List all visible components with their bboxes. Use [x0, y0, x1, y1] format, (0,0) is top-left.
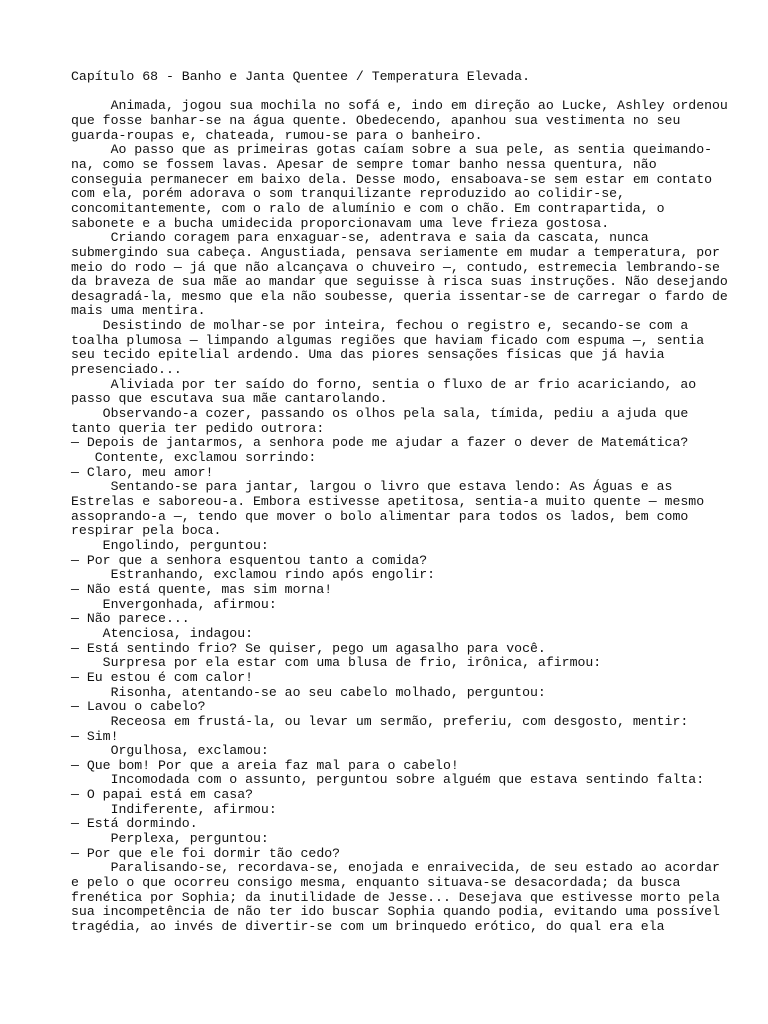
- text-line: — Depois de jantarmos, a senhora pode me ajudar a fazer o dever de Matemática?: [71, 435, 689, 451]
- text-line: guarda-roupas e, chateada, rumou-se para o banheiro.: [71, 127, 483, 143]
- text-line: da braveza de sua mãe ao mandar que seguisse à risca suas instruções. Não desejando: [71, 274, 728, 290]
- text-line: Estranhando, exclamou rindo após engolir:: [71, 567, 436, 583]
- text-line: Orgulhosa, exclamou:: [71, 743, 269, 759]
- text-line: Perplexa, perguntou:: [71, 831, 269, 847]
- text-line: com ela, porém adorava o som tranquilizante reproduzido ao colidir-se,: [71, 186, 625, 202]
- text-line: frenética por Sophia; da inutilidade de Jesse... Desejava que estivesse morto pela: [71, 889, 720, 905]
- text-line: Sentando-se para jantar, largou o livro que estava lendo: As Águas e as: [71, 479, 673, 495]
- text-line: — Que bom! Por que a areia faz mal para o cabelo!: [71, 757, 459, 773]
- text-line: mais uma mentira.: [71, 303, 206, 319]
- text-line: concomitantemente, com o ralo de alumínio e com o chão. Em contrapartida, o: [71, 200, 665, 216]
- text-line: sabonete e a bucha umidecida proporcionavam uma leve frieza gostosa.: [71, 215, 610, 231]
- text-line: — Sim!: [71, 728, 119, 744]
- text-line: Indiferente, afirmou:: [71, 801, 277, 817]
- text-line: meio do rodo — já que não alcançava o chuveiro —, contudo, estremecia lembrando-se: [71, 259, 720, 275]
- text-line: seu tecido epitelial ardendo. Uma das piores sensações físicas que já havia: [71, 347, 665, 363]
- text-line: e pelo o que ocorreu consigo mesma, enquanto situava-se desacordada; da busca: [71, 875, 681, 891]
- text-line: — O papai está em casa?: [71, 787, 254, 803]
- text-line: Contente, exclamou sorrindo:: [71, 450, 317, 466]
- text-line: Ao passo que as primeiras gotas caíam sobre a sua pele, as sentia queimando-: [71, 142, 713, 158]
- text-line: — Por que a senhora esquentou tanto a comida?: [71, 552, 428, 568]
- text-line: tanto queria ter pedido outrora:: [71, 420, 325, 436]
- text-line: presenciado...: [71, 362, 182, 378]
- text-line: Observando-a cozer, passando os olhos pela sala, tímida, pediu a ajuda que: [71, 406, 689, 422]
- text-line: Engolindo, perguntou:: [71, 537, 269, 553]
- text-line: tragédia, ao invés de divertir-se com um brinquedo erótico, do qual era ela: [71, 919, 665, 935]
- text-line: desagradá-la, mesmo que ela não soubesse, queria issentar-se de carregar o fardo de: [71, 288, 728, 304]
- text-line: Receosa em frustá-la, ou levar um sermão, preferiu, com desgosto, mentir:: [71, 713, 689, 729]
- text-line: — Claro, meu amor!: [71, 464, 214, 480]
- text-line: — Não está quente, mas sim morna!: [71, 581, 333, 597]
- text-line: que fosse banhar-se na água quente. Obedecendo, apanhou sua vestimenta no seu: [71, 112, 681, 128]
- chapter-body: [71, 99, 728, 934]
- text-line: Risonha, atentando-se ao seu cabelo molhado, perguntou:: [71, 684, 546, 700]
- text-line: Atenciosa, indagou:: [71, 625, 254, 641]
- text-line: — Por que ele foi dormir tão cedo?: [71, 845, 341, 861]
- text-line: Desistindo de molhar-se por inteira, fechou o registro e, secando-se com a: [71, 318, 689, 334]
- text-line: Animada, jogou sua mochila no sofá e, indo em direção ao Lucke, Ashley ordenou: [71, 98, 728, 114]
- text-line: — Lavou o cabelo?: [71, 699, 206, 715]
- text-line: Surpresa por ela estar com uma blusa de frio, irônica, afirmou:: [71, 655, 602, 671]
- chapter-title: Capítulo 68 - Banho e Janta Quentee / Temperatura Elevada.: [71, 69, 530, 84]
- text-line: assoprando-a —, tendo que mover o bolo alimentar para todos os lados, bem como: [71, 508, 689, 524]
- text-line: — Está dormindo.: [71, 816, 198, 832]
- text-line: Paralisando-se, recordava-se, enojada e enraivecida, de seu estado ao acordar: [71, 860, 720, 876]
- text-line: conseguia permanecer em baixo dela. Desse modo, ensaboava-se sem estar em contato: [71, 171, 713, 187]
- text-line: Envergonhada, afirmou:: [71, 596, 277, 612]
- text-line: Estrelas e saboreou-a. Embora estivesse apetitosa, sentia-a muito quente — mesmo: [71, 494, 705, 510]
- text-line: sua incompetência de não ter ido buscar Sophia quando podia, evitando uma possível: [71, 904, 720, 920]
- text-line: Criando coragem para enxaguar-se, adentrava e saia da cascata, nunca: [71, 230, 649, 246]
- text-line: Incomodada com o assunto, perguntou sobre alguém que estava sentindo falta:: [71, 772, 705, 788]
- text-line: passo que escutava sua mãe cantarolando.: [71, 391, 388, 407]
- text-line: — Eu estou é com calor!: [71, 669, 254, 685]
- text-line: na, como se fossem lavas. Apesar de sempre tomar banho nessa quentura, não: [71, 156, 657, 172]
- text-line: respirar pela boca.: [71, 523, 222, 539]
- text-line: submergindo sua cabeça. Angustiada, pensava seriamente em mudar a temperatura, por: [71, 244, 720, 260]
- text-line: — Não parece...: [71, 611, 190, 627]
- text-line: toalha plumosa — limpando algumas regiões que haviam ficado com espuma —, sentia: [71, 332, 705, 348]
- text-line: Aliviada por ter saído do forno, sentia o fluxo de ar frio acariciando, ao: [71, 376, 697, 392]
- text-line: — Está sentindo frio? Se quiser, pego um agasalho para você.: [71, 640, 546, 656]
